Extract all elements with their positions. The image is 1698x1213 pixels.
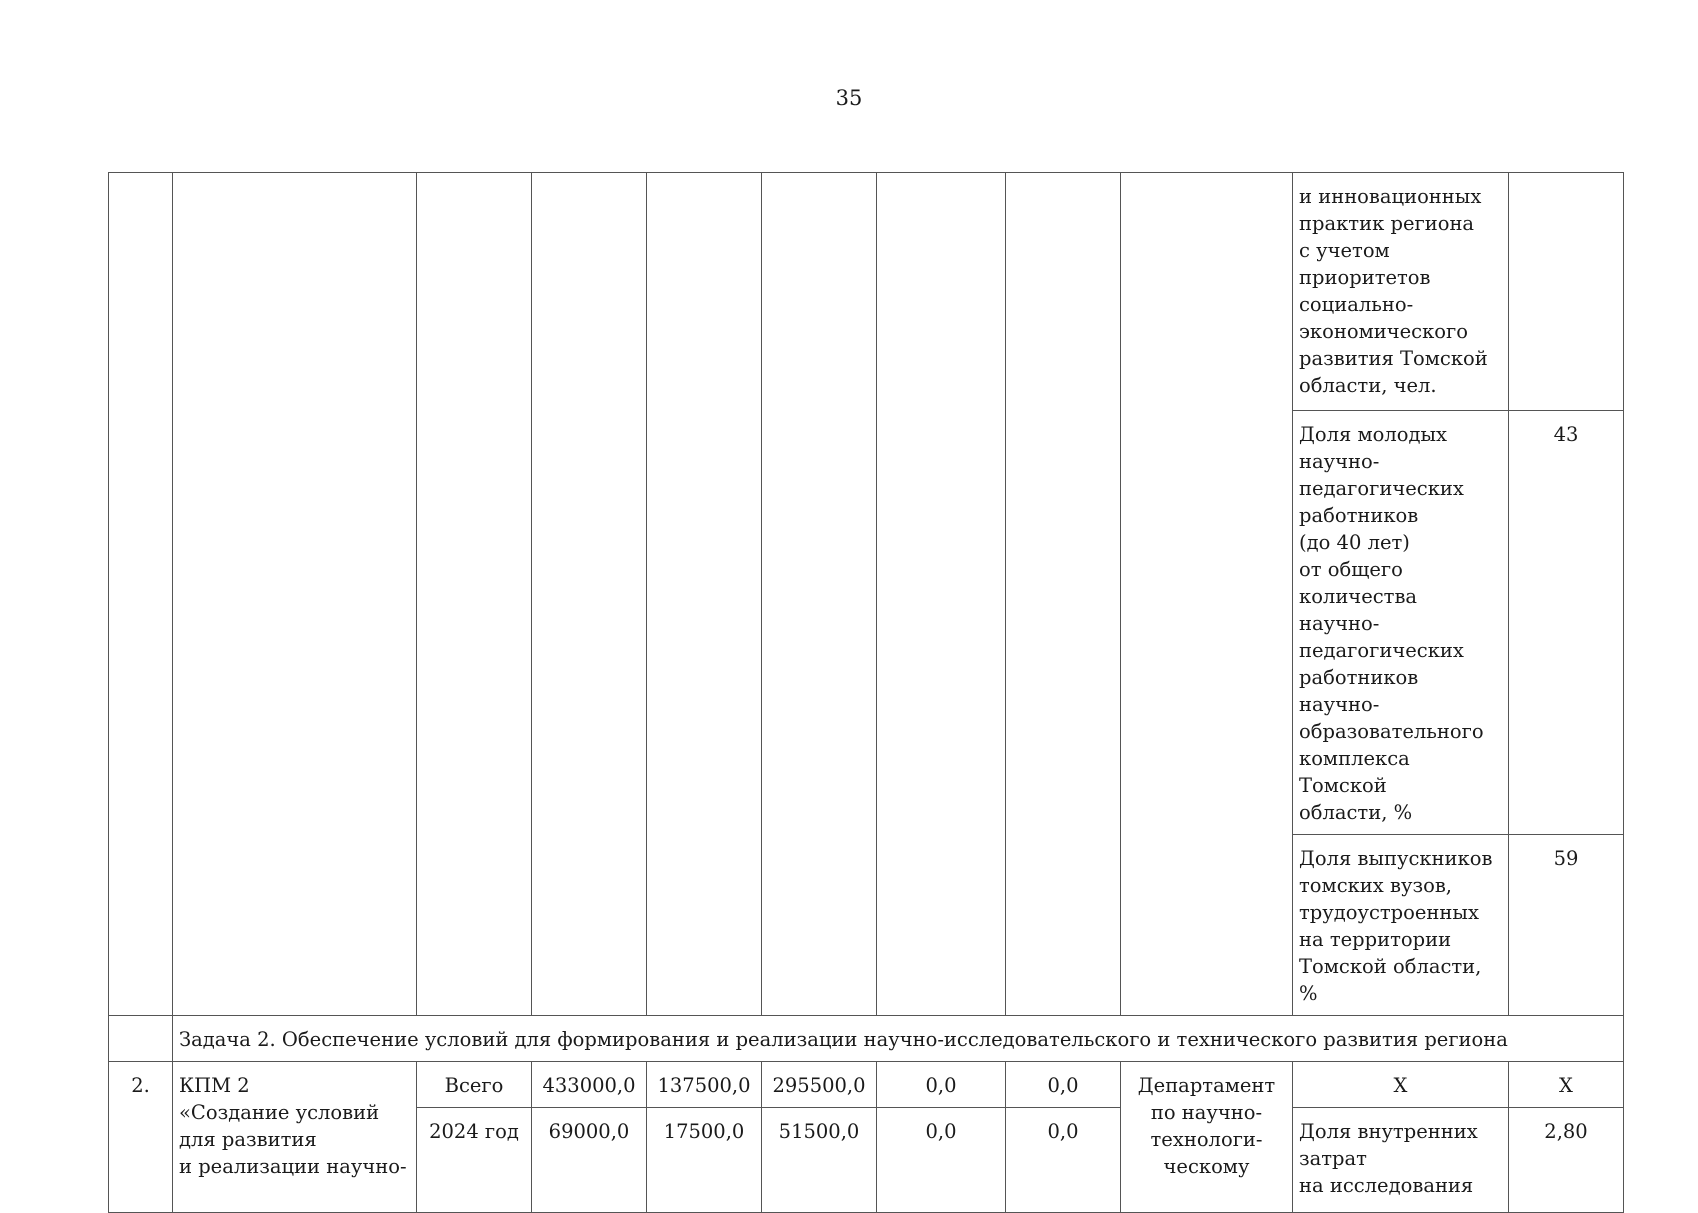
indicator-1-line: социально- xyxy=(1299,293,1414,316)
year-2024-indicator-value: 2,80 xyxy=(1509,1108,1624,1213)
indicator-2-line: образовательного xyxy=(1299,720,1484,743)
kpm-name-line: и реализации научно- xyxy=(179,1155,407,1178)
period-2024: 2024 год xyxy=(417,1108,532,1213)
indicator-2-line: количества научно- xyxy=(1299,585,1418,635)
indicator-3-line: на территории xyxy=(1299,928,1452,951)
empty-number-cell xyxy=(109,173,173,1016)
year-2024-indicator-cell xyxy=(1293,1108,1509,1213)
empty-period-cell xyxy=(417,173,532,1016)
empty-value-cell-5 xyxy=(1006,173,1121,1016)
kpm-name-line: для развития xyxy=(179,1128,317,1151)
total-indicator-value: Х xyxy=(1509,1062,1624,1108)
responsible-line: Департамент xyxy=(1137,1074,1276,1097)
year-2024-value-4: 0,0 xyxy=(877,1108,1006,1213)
indicator-2-line: области, % xyxy=(1299,801,1413,824)
responsible-line: по научно- xyxy=(1150,1101,1263,1124)
page-number: 35 xyxy=(835,86,863,110)
indicator-2-line: комплекса Томской xyxy=(1299,747,1410,797)
responsible-cell xyxy=(1121,1062,1293,1213)
responsible-line: технологи- xyxy=(1150,1128,1263,1151)
total-value-5: 0,0 xyxy=(1006,1062,1121,1108)
year-2024-indicator-line: на исследования xyxy=(1299,1174,1474,1197)
indicator-1-cell xyxy=(1293,173,1509,411)
total-value-2: 137500,0 xyxy=(647,1062,762,1108)
empty-value-cell-4 xyxy=(877,173,1006,1016)
indicator-3-cell xyxy=(1293,835,1509,1016)
indicator-3-line: Томской области, % xyxy=(1299,955,1482,1005)
indicator-3-value: 59 xyxy=(1509,835,1624,1016)
indicator-1-line: с учетом xyxy=(1299,239,1390,262)
kpm-total-row xyxy=(109,1062,1624,1108)
year-2024-value-5: 0,0 xyxy=(1006,1108,1121,1213)
indicator-1-line: приоритетов xyxy=(1299,266,1431,289)
kpm-name-line: КПМ 2 xyxy=(179,1074,250,1097)
indicator-3-line: томских вузов, xyxy=(1299,874,1453,897)
indicator-2-line: Доля молодых xyxy=(1299,423,1448,446)
indicator-2-line: научно- xyxy=(1299,450,1380,473)
responsible-line: ческому xyxy=(1163,1155,1250,1178)
indicator-1-line: и инновационных xyxy=(1299,185,1482,208)
empty-responsible-cell xyxy=(1121,173,1293,1016)
year-2024-indicator-line: затрат xyxy=(1299,1147,1367,1170)
indicator-1-line: области, чел. xyxy=(1299,374,1437,397)
indicator-2-line: от общего xyxy=(1299,558,1403,581)
indicator-1-line: развития Томской xyxy=(1299,347,1488,370)
indicator-1-line: экономического xyxy=(1299,320,1468,343)
program-table xyxy=(108,172,1624,1213)
indicator-2-line: работников xyxy=(1299,504,1419,527)
indicator-2-value: 43 xyxy=(1509,411,1624,835)
continuation-row-1 xyxy=(109,173,1624,411)
indicator-1-line: практик региона xyxy=(1299,212,1475,235)
total-value-4: 0,0 xyxy=(877,1062,1006,1108)
task-empty-number-cell xyxy=(109,1016,173,1062)
empty-value-cell-2 xyxy=(647,173,762,1016)
total-indicator: Х xyxy=(1293,1062,1509,1108)
year-2024-indicator-line: Доля внутренних xyxy=(1299,1120,1478,1143)
total-value-3: 295500,0 xyxy=(762,1062,877,1108)
kpm-name-cell xyxy=(173,1062,417,1213)
year-2024-value-2: 17500,0 xyxy=(647,1108,762,1213)
period-total: Всего xyxy=(417,1062,532,1108)
indicator-2-line: работников научно- xyxy=(1299,666,1419,716)
empty-value-cell-3 xyxy=(762,173,877,1016)
indicator-2-line: педагогических xyxy=(1299,477,1464,500)
task-row xyxy=(109,1016,1624,1062)
indicator-2-line: педагогических xyxy=(1299,639,1464,662)
indicator-2-line: (до 40 лет) xyxy=(1299,531,1410,554)
total-value-1: 433000,0 xyxy=(532,1062,647,1108)
task-text: Задача 2. Обеспечение условий для формирования и реализации научно-исследовательского и технического развития региона xyxy=(173,1016,1624,1062)
indicator-1-value-cell xyxy=(1509,173,1624,411)
empty-value-cell-1 xyxy=(532,173,647,1016)
year-2024-value-3: 51500,0 xyxy=(762,1108,877,1213)
kpm-name-line: «Создание условий xyxy=(179,1101,380,1124)
year-2024-value-1: 69000,0 xyxy=(532,1108,647,1213)
indicator-3-line: трудоустроенных xyxy=(1299,901,1479,924)
indicator-2-cell xyxy=(1293,411,1509,835)
empty-name-cell xyxy=(173,173,417,1016)
indicator-3-line: Доля выпускников xyxy=(1299,847,1493,870)
kpm-number: 2. xyxy=(109,1062,173,1213)
